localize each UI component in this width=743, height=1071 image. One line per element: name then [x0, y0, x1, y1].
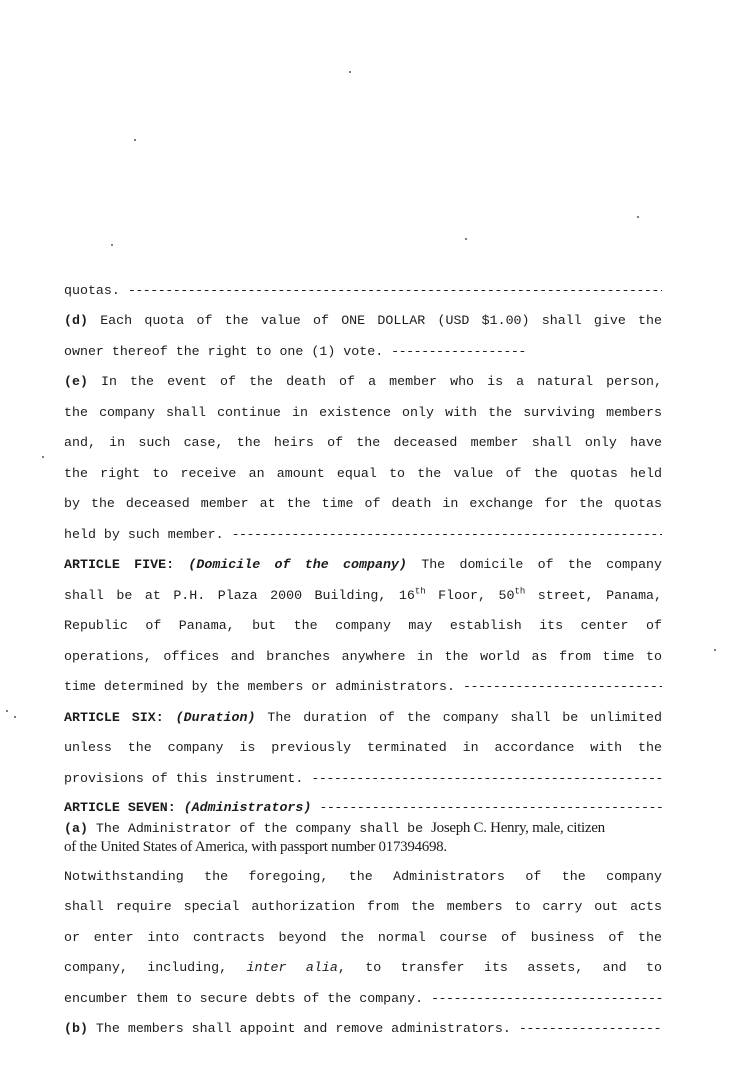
- line-text: street, Panama,: [525, 588, 662, 603]
- line-text: The domicile of the company: [406, 557, 662, 572]
- line-text: Floor, 50: [425, 588, 515, 603]
- line-text: company, including,: [64, 960, 247, 975]
- scan-speck: [42, 456, 44, 458]
- text-line: [64, 707, 662, 729]
- line-text: owner thereof the right to one (1) vote.: [64, 344, 384, 359]
- text-line: [64, 988, 662, 1010]
- administrator-details: of the United States of America, with passport number 017394698.: [64, 839, 447, 855]
- text-line: [64, 737, 662, 759]
- text-line: [64, 615, 662, 637]
- line-text: held by such member.: [64, 527, 224, 542]
- scan-speck: [465, 238, 467, 240]
- latin-phrase: inter alia: [246, 960, 338, 975]
- line-text: quotas.: [64, 283, 128, 298]
- ordinal-suffix: th: [514, 586, 526, 597]
- scan-speck: [714, 649, 716, 651]
- clause-label: (d): [64, 313, 88, 328]
- administrator-name: Joseph C. Henry, male, citizen: [431, 820, 605, 836]
- line-text: time determined by the members or administrators.: [64, 679, 455, 694]
- line-text: and, in such case, the heirs of the deceased member shall only have: [64, 435, 662, 450]
- line-text: , to transfer its assets, and to: [337, 960, 662, 975]
- text-line: [64, 768, 662, 790]
- article-heading: ARTICLE FIVE:: [64, 557, 175, 572]
- text-line: [64, 866, 662, 888]
- line-text: Notwithstanding the foregoing, the Administrators of the company: [64, 869, 662, 884]
- scan-speck: [349, 71, 351, 73]
- text-line: [64, 280, 662, 302]
- line-text: shall be at P.H. Plaza 2000 Building, 16: [64, 588, 415, 603]
- line-text: In the event of the death of a member who is a natural person,: [87, 374, 662, 389]
- text-line: [64, 1018, 662, 1040]
- text-line: [64, 836, 662, 858]
- line-text: shall require special authorization from the members to carry out acts: [64, 899, 662, 914]
- line-text: provisions of this instrument.: [64, 771, 312, 786]
- text-line: [64, 341, 526, 363]
- line-text: The Administrator of the company shall be: [87, 821, 432, 836]
- line-text: The members shall appoint and remove administrators.: [87, 1021, 519, 1036]
- article-heading: ARTICLE SIX:: [64, 710, 164, 725]
- line-text: or enter into contracts beyond the normal course of business of the: [64, 930, 662, 945]
- line-text: by the deceased member at the time of death in exchange for the quotas: [64, 496, 662, 511]
- text-line: [64, 524, 662, 546]
- scan-speck: [637, 216, 639, 218]
- text-line: [64, 432, 662, 454]
- text-line: [64, 310, 662, 332]
- text-line: [64, 371, 662, 393]
- text-line: [64, 493, 662, 515]
- line-text: encumber them to secure debts of the company.: [64, 991, 424, 1006]
- scan-speck: [6, 710, 8, 712]
- text-line: [64, 402, 662, 424]
- clause-label: (e): [64, 374, 88, 389]
- line-text: Each quota of the value of ONE DOLLAR (USD $1.00) shall give the: [87, 313, 662, 328]
- text-line: [64, 554, 662, 576]
- text-line: [64, 585, 662, 607]
- text-line: [64, 463, 662, 485]
- article-subheading: (Administrators): [183, 800, 312, 815]
- scan-speck: [14, 716, 16, 718]
- ordinal-suffix: th: [414, 586, 426, 597]
- clause-label: (a): [64, 821, 88, 836]
- line-text: Republic of Panama, but the company may establish its center of: [64, 618, 662, 633]
- line-text: operations, offices and branches anywhere in the world as from time to: [64, 649, 662, 664]
- article-subheading: (Domicile of the company): [188, 557, 407, 572]
- article-subheading: (Duration): [175, 710, 256, 725]
- text-line: [64, 646, 662, 668]
- text-line: [64, 927, 662, 949]
- article-heading: ARTICLE SEVEN:: [64, 800, 176, 815]
- clause-label: (b): [64, 1021, 88, 1036]
- scan-speck: [111, 244, 113, 246]
- text-line: [64, 957, 662, 979]
- text-line: [64, 797, 662, 819]
- line-text: the right to receive an amount equal to the value of the quotas held: [64, 466, 662, 481]
- line-text: the company shall continue in existence only with the surviving members: [64, 405, 662, 420]
- line-text: unless the company is previously terminated in accordance with the: [64, 740, 662, 755]
- text-line: [64, 676, 662, 698]
- text-line: [64, 896, 662, 918]
- line-text: The duration of the company shall be unlimited: [255, 710, 662, 725]
- scan-speck: [134, 139, 136, 141]
